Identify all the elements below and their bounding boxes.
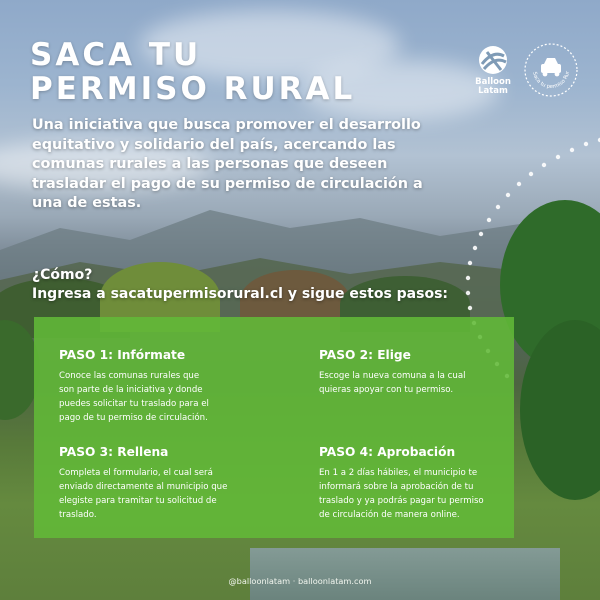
steps-panel — [34, 317, 514, 538]
footer-credits: @balloonlatam · balloonlatam.com — [228, 576, 372, 586]
how-to-section — [32, 266, 452, 304]
permit-ring-text: Saca tu permiso Rur — [531, 70, 571, 91]
intro-paragraph: Una iniciativa que busca promover el desarrollo equitativo y solidario del país, acercando las comunas rurales a las personas que deseen trasladar el pago de su permiso de circulación a una de estas. — [32, 117, 423, 211]
step-2 — [319, 348, 489, 397]
page-title — [30, 38, 355, 106]
title-line-2: PERMISO RURAL — [30, 71, 356, 107]
step-4-body: En 1 a 2 días hábiles, el municipio te informará sobre la aprobación de tu traslado y ya podrás pagar tu permiso de circulación de manera online. — [319, 468, 484, 520]
balloon-globe-icon — [477, 44, 509, 76]
balloon-logo-line-1: Balloon — [475, 77, 511, 87]
step-3-title: PASO 3: Rellena — [59, 445, 169, 459]
permiso-rural-logo — [523, 42, 579, 98]
step-3-body: Completa el formulario, el cual será enviado directamente al municipio que elegiste para tramitar tu solicitud de traslado. — [59, 468, 228, 520]
step-1 — [59, 348, 215, 425]
car-icon — [541, 58, 561, 76]
step-3 — [59, 445, 229, 522]
pond — [250, 548, 560, 600]
how-instruction: Ingresa a sacatupermisorural.cl y sigue estos pasos: — [32, 286, 449, 302]
step-2-title: PASO 2: Elige — [319, 348, 411, 362]
balloon-latam-logo — [471, 44, 515, 96]
how-heading: ¿Cómo? — [32, 267, 93, 283]
step-2-body: Escoge la nueva comuna a la cual quieras apoyar con tu permiso. — [319, 371, 466, 395]
title-line-1: SACA TU — [30, 37, 202, 73]
step-4 — [319, 445, 497, 522]
step-4-title: PASO 4: Aprobación — [319, 445, 456, 459]
step-1-body: Conoce las comunas rurales que son parte de la iniciativa y donde puedes solicitar tu traslado para el pago de tu permiso de circulación. — [59, 371, 209, 423]
balloon-logo-line-2: Latam — [478, 86, 508, 96]
step-1-title: PASO 1: Infórmate — [59, 348, 186, 362]
